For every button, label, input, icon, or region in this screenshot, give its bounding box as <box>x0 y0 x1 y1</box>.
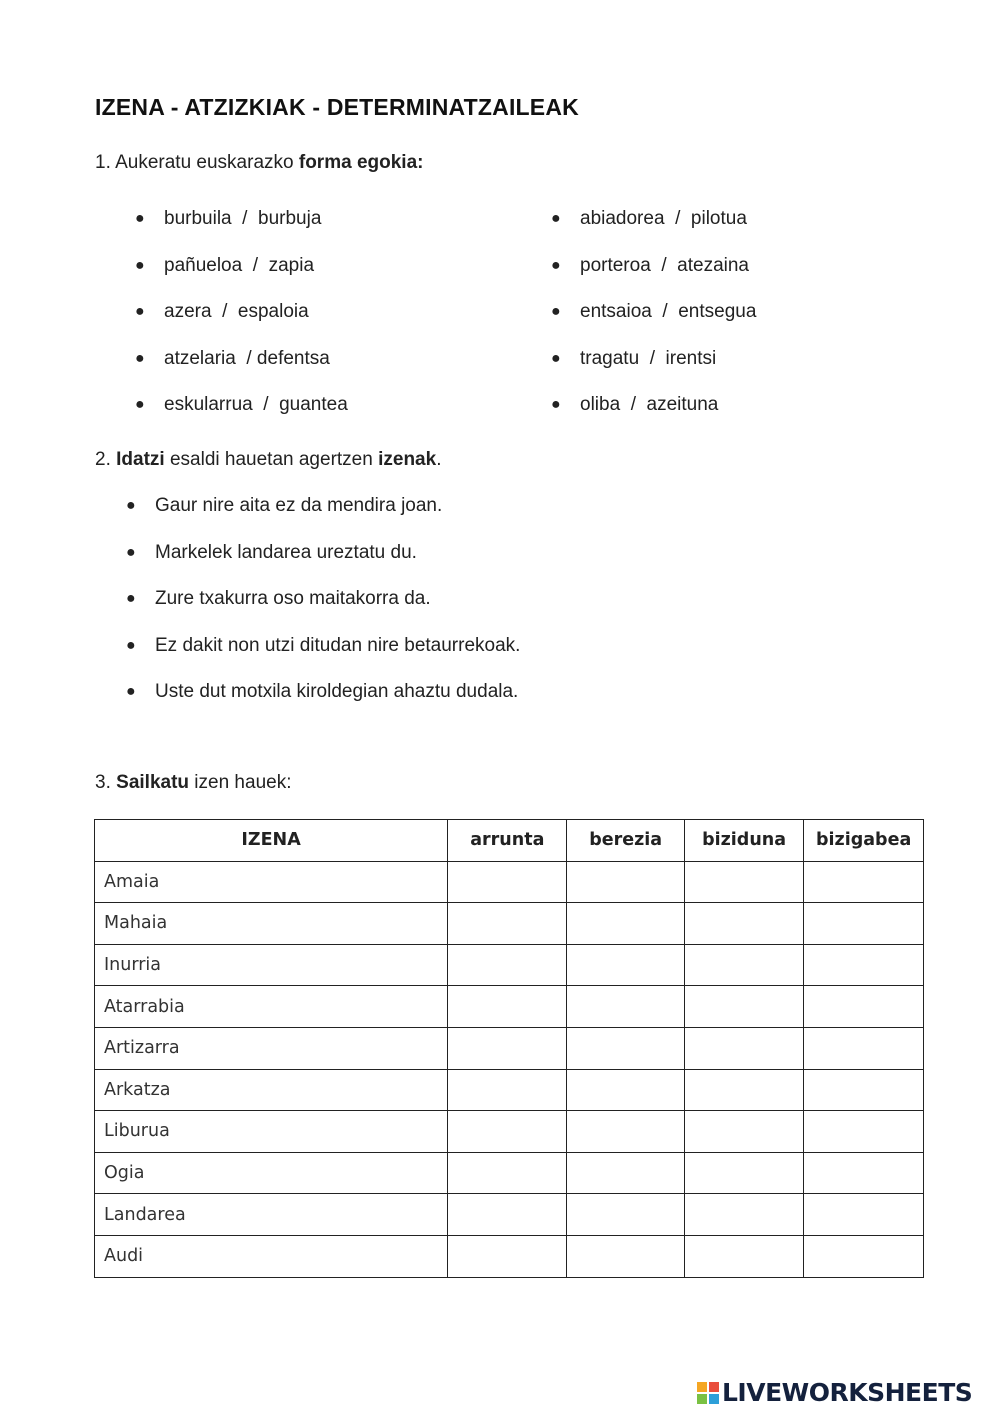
table-row <box>95 944 924 986</box>
answer-cell[interactable] <box>448 1069 567 1111</box>
answer-cell[interactable] <box>684 1111 803 1153</box>
list-item-text: azera / espaloia <box>164 301 309 322</box>
page-title: IZENA - ATZIZKIAK - DETERMINATZAILEAK <box>95 94 579 120</box>
list-item <box>135 347 348 394</box>
answer-cell[interactable] <box>684 944 803 986</box>
answer-cell[interactable] <box>567 1069 684 1111</box>
list-item <box>551 300 756 347</box>
answer-cell[interactable] <box>448 1111 567 1153</box>
question-number: 3. <box>95 772 111 793</box>
table-row <box>95 861 924 903</box>
bullet-icon: ● <box>551 256 561 274</box>
bullet-icon: ● <box>551 349 561 367</box>
answer-cell[interactable] <box>804 986 924 1028</box>
list-item <box>551 254 756 301</box>
noun-cell: Amaia <box>95 861 448 903</box>
list-item-text: abiadorea / pilotua <box>580 208 747 229</box>
question-text: izen hauek: <box>194 772 292 793</box>
answer-cell[interactable] <box>567 1194 684 1236</box>
table-header-row <box>95 820 924 862</box>
answer-cell[interactable] <box>448 986 567 1028</box>
noun-cell: Landarea <box>95 1194 448 1236</box>
sentence-list <box>126 494 520 727</box>
question-bold-text: izenak <box>378 449 437 470</box>
list-item-text: burbuila / burbuja <box>164 208 322 229</box>
list-item-text: Markelek landarea ureztatu du. <box>155 541 417 563</box>
list-item-text: Ez dakit non utzi ditudan nire betaurrekoak. <box>155 634 521 656</box>
question-bold-text: Idatzi <box>116 449 165 470</box>
list-item-text: oliba / azeituna <box>580 394 719 415</box>
answer-cell[interactable] <box>448 861 567 903</box>
answer-cell[interactable] <box>684 986 803 1028</box>
logo-square <box>709 1394 719 1404</box>
logo-square <box>697 1394 707 1404</box>
list-item <box>126 494 520 541</box>
list-item <box>126 587 520 634</box>
noun-cell: Audi <box>95 1235 448 1277</box>
list-item <box>551 393 756 440</box>
list-item-text: porteroa / atezaina <box>580 254 749 276</box>
list-item <box>135 207 348 254</box>
answer-cell[interactable] <box>684 861 803 903</box>
list-item-text: Uste dut motxila kiroldegian ahaztu dudala. <box>155 681 519 703</box>
table-header-cell: berezia <box>567 820 684 862</box>
question-bold-text: Sailkatu <box>116 772 190 793</box>
question-end: . <box>436 449 442 470</box>
list-item <box>135 393 348 440</box>
list-item-text: eskularrua / guantea <box>164 394 348 415</box>
liveworksheets-logo <box>697 1378 972 1407</box>
answer-cell[interactable] <box>448 1152 567 1194</box>
list-item-text: entsaioa / entsegua <box>580 301 757 322</box>
options-right-column <box>551 207 756 440</box>
answer-cell[interactable] <box>567 1235 684 1277</box>
answer-cell[interactable] <box>448 944 567 986</box>
answer-cell[interactable] <box>567 1027 684 1069</box>
answer-cell[interactable] <box>567 944 684 986</box>
answer-cell[interactable] <box>804 861 924 903</box>
bullet-icon: ● <box>126 497 136 514</box>
logo-mark-icon <box>697 1382 719 1404</box>
bullet-icon: ● <box>551 396 561 413</box>
bullet-icon: ● <box>135 210 145 227</box>
table-header-cell: arrunta <box>448 820 567 862</box>
list-item <box>126 680 520 727</box>
bullet-icon: ● <box>135 256 145 274</box>
answer-cell[interactable] <box>684 1235 803 1277</box>
answer-cell[interactable] <box>804 1152 924 1194</box>
list-item <box>551 347 756 394</box>
table-row <box>95 903 924 945</box>
table-row <box>95 1194 924 1236</box>
classification-table <box>94 819 924 1278</box>
answer-cell[interactable] <box>448 1027 567 1069</box>
answer-cell[interactable] <box>684 1194 803 1236</box>
bullet-icon: ● <box>135 303 145 320</box>
question-text: esaldi hauetan agertzen <box>169 449 373 470</box>
answer-cell[interactable] <box>804 1027 924 1069</box>
question-number: 1. <box>95 152 111 173</box>
table-header-cell: bizigabea <box>804 820 924 862</box>
list-item <box>126 541 520 588</box>
logo-text: LIVEWORKSHEETS <box>722 1378 973 1407</box>
options-left-column <box>135 207 348 440</box>
bullet-icon: ● <box>126 636 136 654</box>
list-item-text: Gaur nire aita ez da mendira joan. <box>155 495 443 516</box>
bullet-icon: ● <box>135 349 145 367</box>
answer-cell[interactable] <box>684 1069 803 1111</box>
bullet-icon: ● <box>551 210 561 227</box>
bullet-icon: ● <box>126 683 136 701</box>
bullet-icon: ● <box>135 396 145 413</box>
list-item-text: Zure txakurra oso maitakorra da. <box>155 588 431 610</box>
question-bold-text: forma egokia: <box>298 152 424 173</box>
question-1 <box>95 152 423 174</box>
list-item-text: tragatu / irentsi <box>580 347 717 369</box>
bullet-icon: ● <box>551 303 561 320</box>
noun-cell: Inurria <box>95 944 448 986</box>
answer-cell[interactable] <box>567 986 684 1028</box>
answer-cell[interactable] <box>804 1111 924 1153</box>
list-item <box>135 300 348 347</box>
answer-cell[interactable] <box>804 903 924 945</box>
question-number: 2. <box>95 449 111 470</box>
question-2 <box>95 449 441 471</box>
table-row <box>95 1069 924 1111</box>
noun-cell: Atarrabia <box>95 986 448 1028</box>
answer-cell[interactable] <box>804 1069 924 1111</box>
table-row <box>95 1235 924 1277</box>
answer-cell[interactable] <box>684 903 803 945</box>
answer-cell[interactable] <box>567 1111 684 1153</box>
answer-cell[interactable] <box>567 903 684 945</box>
table-row <box>95 986 924 1028</box>
answer-cell[interactable] <box>684 1027 803 1069</box>
noun-cell: Mahaia <box>95 903 448 945</box>
answer-cell[interactable] <box>804 944 924 986</box>
table-header-cell: biziduna <box>684 820 803 862</box>
answer-cell[interactable] <box>567 861 684 903</box>
list-item <box>551 207 756 254</box>
list-item-text: atzelaria / defentsa <box>164 347 330 369</box>
noun-cell: Liburua <box>95 1111 448 1153</box>
table-row <box>95 1152 924 1194</box>
table-row <box>95 1111 924 1153</box>
logo-square <box>697 1382 707 1392</box>
question-text: Aukeratu euskarazko <box>115 152 294 173</box>
noun-cell: Artizarra <box>95 1027 448 1069</box>
answer-cell[interactable] <box>448 1194 567 1236</box>
list-item <box>135 254 348 301</box>
answer-cell[interactable] <box>567 1152 684 1194</box>
bullet-icon: ● <box>126 590 136 608</box>
list-item <box>126 634 520 681</box>
answer-cell[interactable] <box>684 1152 803 1194</box>
answer-cell[interactable] <box>804 1235 924 1277</box>
answer-cell[interactable] <box>448 903 567 945</box>
answer-cell[interactable] <box>448 1235 567 1277</box>
question-3 <box>95 772 291 794</box>
table-row <box>95 1027 924 1069</box>
bullet-icon: ● <box>126 543 136 561</box>
list-item-text: pañueloa / zapia <box>164 254 315 276</box>
table-header-cell: IZENA <box>95 820 448 862</box>
logo-square <box>709 1382 719 1392</box>
answer-cell[interactable] <box>804 1194 924 1236</box>
noun-cell: Ogia <box>95 1152 448 1194</box>
noun-cell: Arkatza <box>95 1069 448 1111</box>
